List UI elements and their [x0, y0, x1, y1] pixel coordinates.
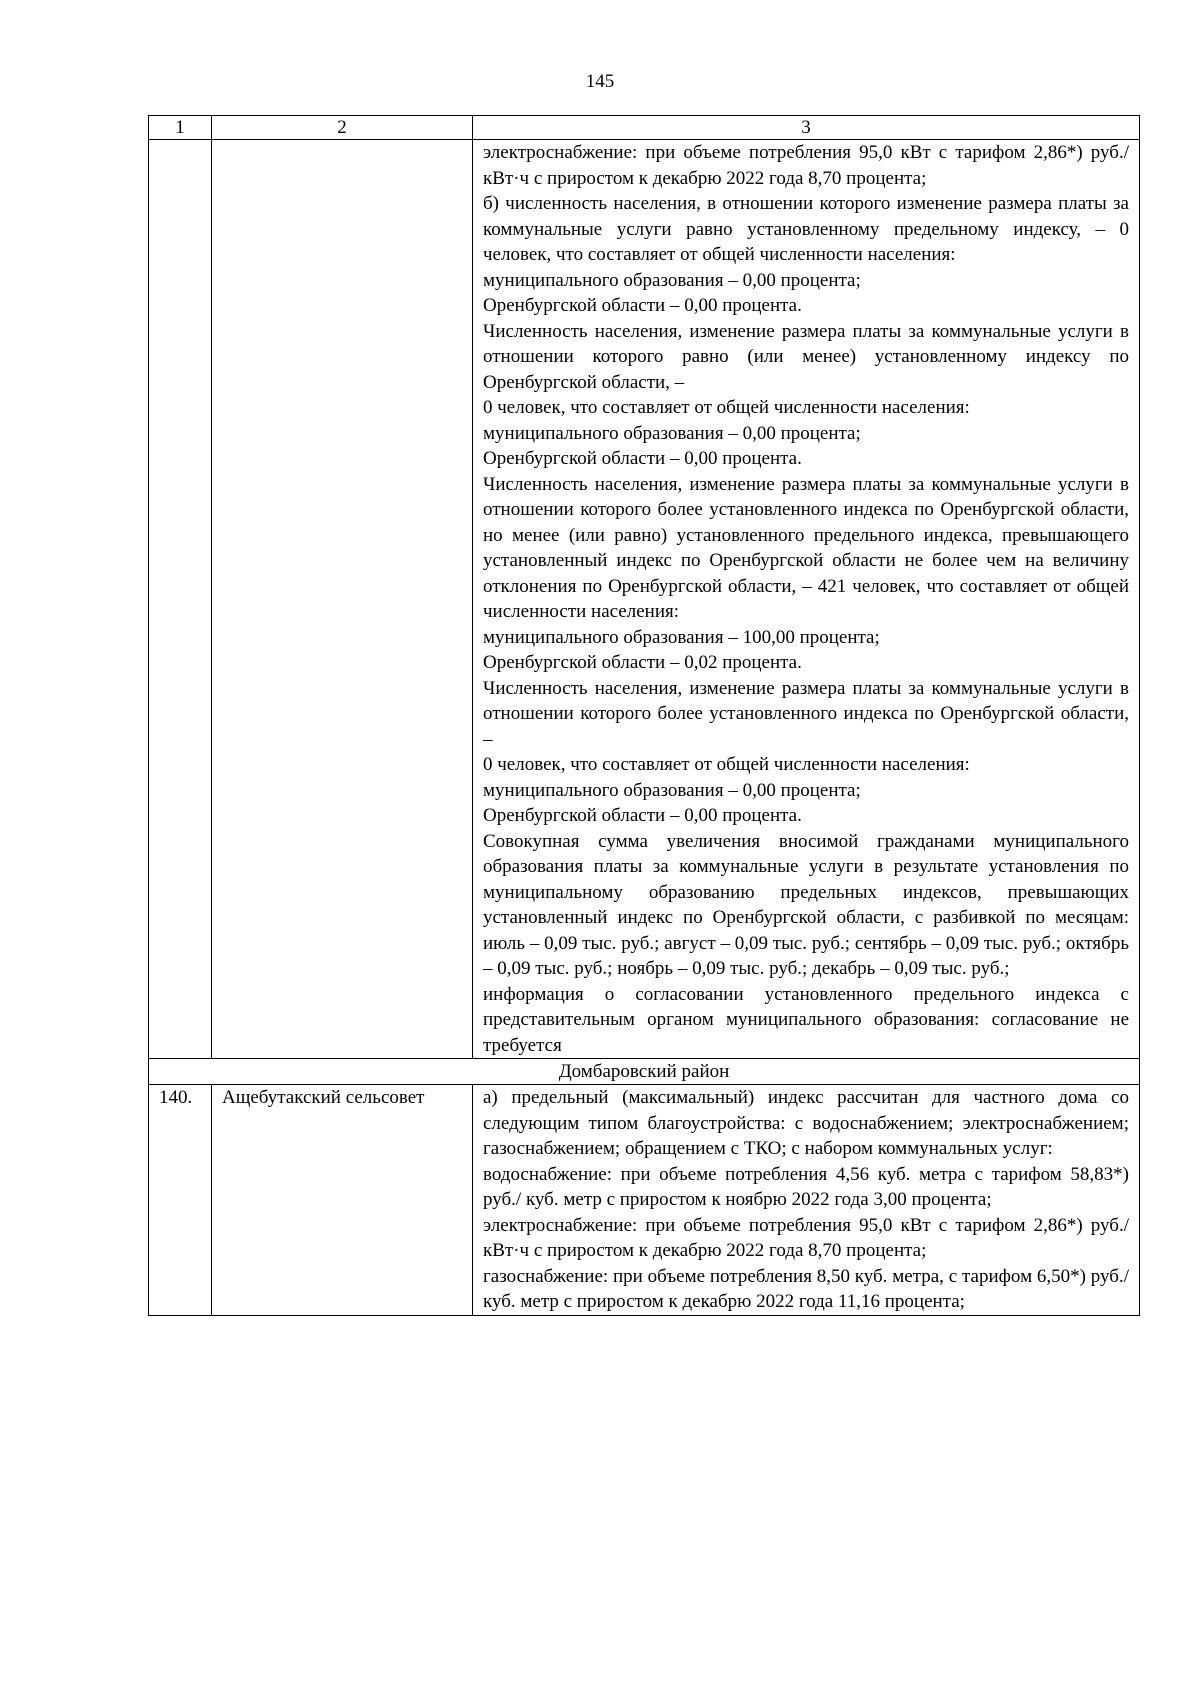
row-content-cell — [473, 1085, 1140, 1316]
row-name-cell — [212, 140, 473, 1059]
row-number-cell: 140. — [149, 1085, 212, 1316]
row-number-cell — [149, 140, 212, 1059]
paragraph: 0 человек, что составляет от общей численности населения: — [483, 397, 970, 418]
paragraph: 0 человек, что составляет от общей численности населения: — [483, 754, 970, 775]
paragraph: муниципального образования – 100,00 процента; — [483, 626, 880, 648]
paragraph: Численность населения, изменение размера платы за коммунальные услуги в отношении которого более установленного индекса по Оренбургской области, но менее (или равно) установленного предельного индекса, превышающего установленный индекс по Оренбургской области не более чем на величину отклонения по Оренбургской области, – 421 человек, что составляет от общей численности населения: — [483, 473, 1129, 622]
paragraph: муниципального образования – 0,00 процента; — [483, 269, 861, 291]
table-row-entry — [149, 1085, 1140, 1316]
table-row-district — [149, 1059, 1140, 1085]
paragraph: электроснабжение: при объеме потребления 95,0 кВт с тарифом 2,86*) руб./кВт·ч с приростом к декабрю 2022 года 8,70 процента; — [483, 142, 1129, 189]
paragraph: Численность населения, изменение размера платы за коммунальные услуги в отношении которого более установленного индекса по Оренбургской области, – — [483, 677, 1129, 750]
paragraph: информация о согласовании установленного предельного индекса с представительным органом муниципального образования: согласование не требуется — [483, 983, 1129, 1056]
row-content-cell — [473, 140, 1140, 1059]
table-header-row — [149, 116, 1140, 140]
paragraph: а) предельный (максимальный) индекс рассчитан для частного дома со следующим типом благоустройства: с водоснабжением; электроснабжением; газоснабжением; обращением с ТКО; с набором коммунальных услуг: — [483, 1087, 1129, 1159]
header-col-1: 1 — [149, 116, 212, 140]
district-heading: Домбаровский район — [149, 1059, 1140, 1085]
document-table — [148, 115, 1140, 1316]
row-name-cell: Ащебутакский сельсовет — [212, 1085, 473, 1316]
paragraph: газоснабжение: при объеме потребления 8,50 куб. метра, с тарифом 6,50*) руб./куб. метр с приростом к декабрю 2022 года 11,16 процента; — [483, 1265, 1129, 1312]
paragraph: Оренбургской области – 0,00 процента. — [483, 295, 802, 316]
paragraph: Численность населения, изменение размера платы за коммунальные услуги в отношении которого равно (или менее) установленному индексу по Оренбургской области, – — [483, 320, 1129, 393]
paragraph: муниципального образования – 0,00 процента; — [483, 779, 861, 801]
paragraph: электроснабжение: при объеме потребления 95,0 кВт с тарифом 2,86*) руб./кВт·ч с приростом к декабрю 2022 года 8,70 процента; — [483, 1214, 1129, 1261]
header-col-3: 3 — [473, 116, 1140, 140]
paragraph: водоснабжение: при объеме потребления 4,56 куб. метра с тарифом 58,83*) руб./ куб. метр с приростом к ноябрю 2022 года 3,00 процента; — [483, 1163, 1129, 1210]
paragraph: Оренбургской области – 0,00 процента. — [483, 805, 802, 826]
paragraph: Совокупная сумма увеличения вносимой гражданами муниципального образования платы за коммунальные услуги в результате установления по муниципальному образованию предельных индексов, превышающих установленный индекс по Оренбургской области, с разбивкой по месяцам: июль – 0,09 тыс. руб.; август – 0,09 тыс. руб.; сентябрь – 0,09 тыс. руб.; октябрь – 0,09 тыс. руб.; ноябрь – 0,09 тыс. руб.; декабрь – 0,09 тыс. руб.; — [483, 830, 1129, 979]
paragraph: Оренбургской области – 0,02 процента. — [483, 652, 802, 673]
paragraph: Оренбургской области – 0,00 процента. — [483, 448, 802, 469]
header-col-2: 2 — [212, 116, 473, 140]
table-row-continuation — [149, 140, 1140, 1059]
paragraph: муниципального образования – 0,00 процента; — [483, 422, 861, 444]
page-number: 145 — [585, 71, 615, 92]
paragraph: б) численность населения, в отношении которого изменение размера платы за коммунальные услуги равно установленному предельному индексу, – 0 человек, что составляет от общей численности населения: — [483, 193, 1129, 265]
